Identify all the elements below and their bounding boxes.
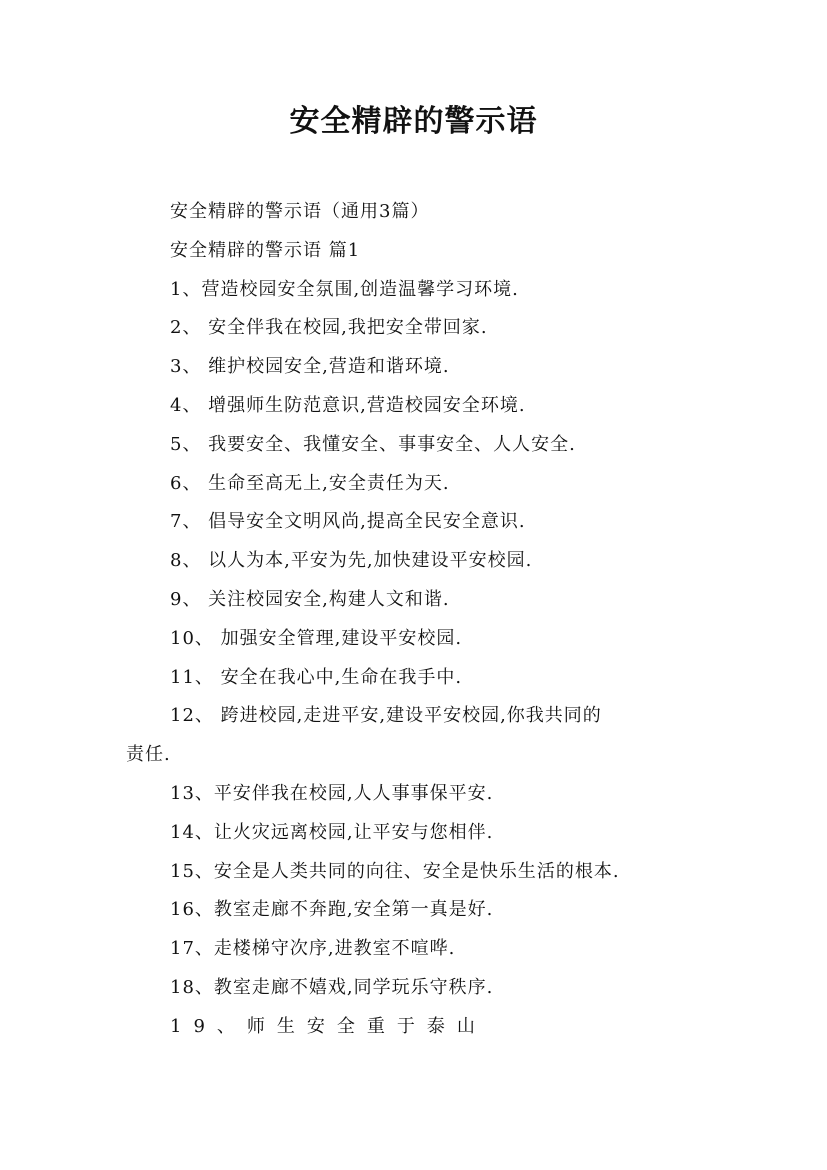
slogan-item: 18、教室走廊不嬉戏,同学玩乐守秩序.	[170, 976, 494, 998]
slogan-item-continuation: 责任.	[126, 744, 171, 766]
slogan-item: 6、 生命至高无上,安全责任为天.	[170, 472, 450, 494]
document-body	[126, 193, 726, 1047]
slogan-item: 17、走楼梯守次序,进教室不喧哗.	[170, 938, 456, 960]
slogan-item: 9、 关注校园安全,构建人文和谐.	[170, 588, 450, 610]
slogan-item: 19、师生安全重于泰山	[170, 1015, 487, 1037]
slogan-item: 3、 维护校园安全,营造和谐环境.	[170, 356, 450, 378]
document-title: 安全精辟的警示语	[289, 104, 538, 139]
subtitle-line: 安全精辟的警示语（通用3篇）	[170, 201, 430, 222]
slogan-item: 11、 安全在我心中,生命在我手中.	[170, 666, 463, 688]
slogan-item: 4、 增强师生防范意识,营造校园安全环境.	[170, 394, 526, 416]
slogan-item: 2、 安全伴我在校园,我把安全带回家.	[170, 317, 488, 339]
slogan-item: 7、 倡导安全文明风尚,提高全民安全意识.	[170, 511, 526, 533]
slogan-item: 16、教室走廊不奔跑,安全第一真是好.	[170, 899, 494, 921]
slogan-item: 10、 加强安全管理,建设平安校园.	[170, 627, 463, 649]
slogan-item: 15、安全是人类共同的向往、安全是快乐生活的根本.	[170, 860, 620, 882]
section-heading: 安全精辟的警示语 篇1	[170, 239, 361, 261]
slogan-item: 1、营造校园安全氛围,创造温馨学习环境.	[170, 278, 519, 300]
slogan-item: 5、 我要安全、我懂安全、事事安全、人人安全.	[170, 433, 576, 455]
slogan-item: 14、让火灾远离校园,让平安与您相伴.	[170, 821, 494, 843]
slogan-item: 12、 跨进校园,走进平安,建设平安校园,你我共同的	[170, 705, 602, 727]
slogan-item: 8、 以人为本,平安为先,加快建设平安校园.	[170, 550, 533, 572]
slogan-item: 13、平安伴我在校园,人人事事保平安.	[170, 782, 494, 804]
